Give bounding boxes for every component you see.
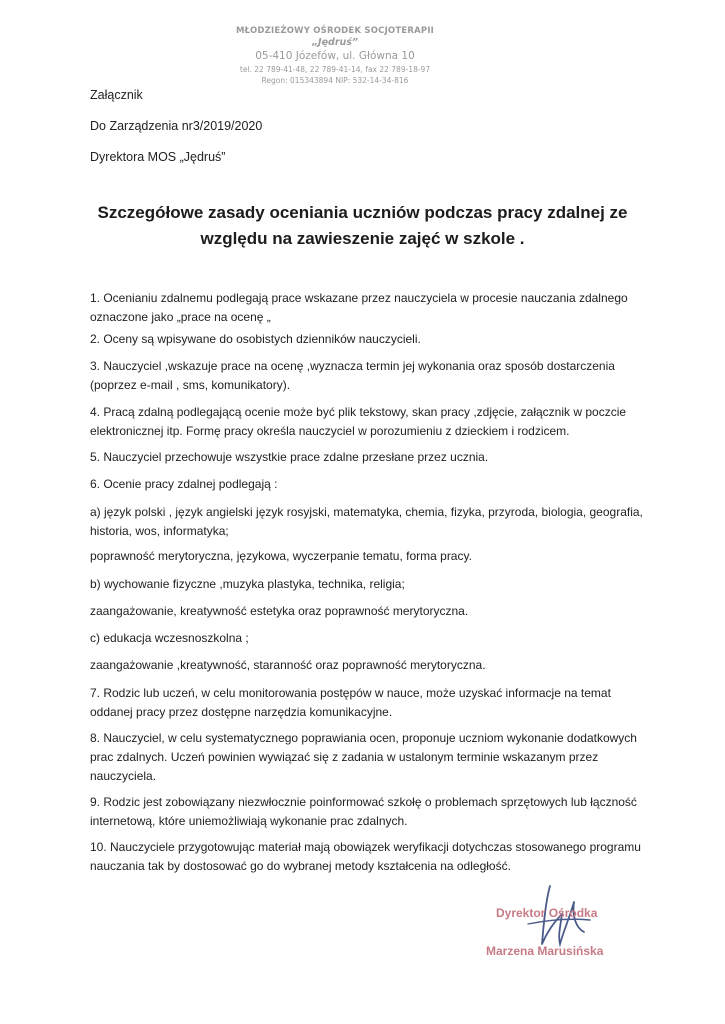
director-reference: Dyrektora MOS „Jędruś” [90,150,226,164]
paragraph-6a-criteria: poprawność merytoryczna, językowa, wyczerpanie tematu, forma pracy. [90,549,472,563]
paragraph-6: 6. Ocenie pracy zdalnej podlegają : [90,477,278,491]
paragraph-6b: b) wychowanie fizyczne ,muzyka plastyka, technika, religia; [90,577,405,591]
title-line-2: względu na zawieszenie zajęć w szkole . [200,229,525,248]
letterhead-stamp [205,26,465,85]
title-line-1: Szczegółowe zasady oceniania uczniów podczas pracy zdalnej ze [97,203,628,222]
paragraph-7: 7. Rodzic lub uczeń, w celu monitorowania postępów w nauce, może uzyskać informacje na temat oddanej pracy przez dostępne narzędzia komunikacyjne. [90,686,611,719]
stamp-org: MŁODZIEŻOWY OŚRODEK SOCJOTERAPII [235,26,435,36]
paragraph-5: 5. Nauczyciel przechowuje wszystkie prace zdalne przesłane przez ucznia. [90,450,489,464]
paragraph-6a: a) język polski , język angielski język rosyjski, matematyka, chemia, fizyka, przyroda, biologia, geografia, historia, wos, informatyka; [90,505,643,538]
paragraph-10: 10. Nauczyciele przygotowując materiał mają obowiązek weryfikacji dotychczas stosowanego programu nauczania tak by dostosować go do wybranej metody kształcenia na odległość. [90,840,641,873]
paragraph-1: 1. Ocenianiu zdalnemu podlegają prace wskazane przez nauczyciela w procesie nauczania zdalnego oznaczone jako „prace na ocenę „ [90,291,628,324]
paragraph-6b-criteria: zaangażowanie, kreatywność estetyka oraz poprawność merytoryczna. [90,604,469,618]
order-reference: Do Zarządzenia nr3/2019/2020 [90,119,263,133]
paragraph-2: 2. Oceny są wpisywane do osobistych dzienników nauczycieli. [90,332,421,346]
signature-block [478,880,638,970]
stamp-registry: Regon: 015343894 NIP: 532-14-34-816 [261,76,409,85]
paragraph-9: 9. Rodzic jest zobowiązany niezwłocznie poinformować szkołę o problemach sprzętowych lub łączność internetową, które uniemożliwiają wykonanie prac zdalnych. [90,795,637,828]
paragraph-6c-criteria: zaangażowanie ,kreatywność, staranność oraz poprawność merytoryczna. [90,658,486,672]
stamp-name: „Jędruś” [311,37,359,48]
stamp-address: 05-410 Józefów, ul. Główna 10 [255,50,415,62]
stamp-phone: tel. 22 789-41-48, 22 789-41-14, fax 22 789-18-97 [239,65,431,74]
signature-name: Marzena Marusińska [486,944,604,958]
paragraph-3: 3. Nauczyciel ,wskazuje prace na ocenę ,wyznacza termin jej wykonania oraz sposób dostarczenia (poprzez e-mail , sms, komunikatory). [90,359,615,392]
paragraph-6c: c) edukacja wczesnoszkolna ; [90,631,249,645]
paragraph-8: 8. Nauczyciel, w celu systematycznego poprawiania ocen, proponuje uczniom wykonanie dodatkowych prac zdalnych. Uczeń powinien wywiązać się z zadania w ustalonym terminie wskazanym przez nauczyciela. [90,731,637,783]
signature-role: Dyrektor Ośrodka [496,906,598,920]
attachment-label: Załącznik [90,88,143,102]
document-title [60,200,665,252]
paragraph-4: 4. Pracą zdalną podlegającą ocenie może być plik tekstowy, skan pracy ,zdjęcie, załącznik w poczcie elektronicznej itp. Formę pracy określa nauczyciel w porozumieniu z dzieckiem i rodzicem. [90,405,627,438]
